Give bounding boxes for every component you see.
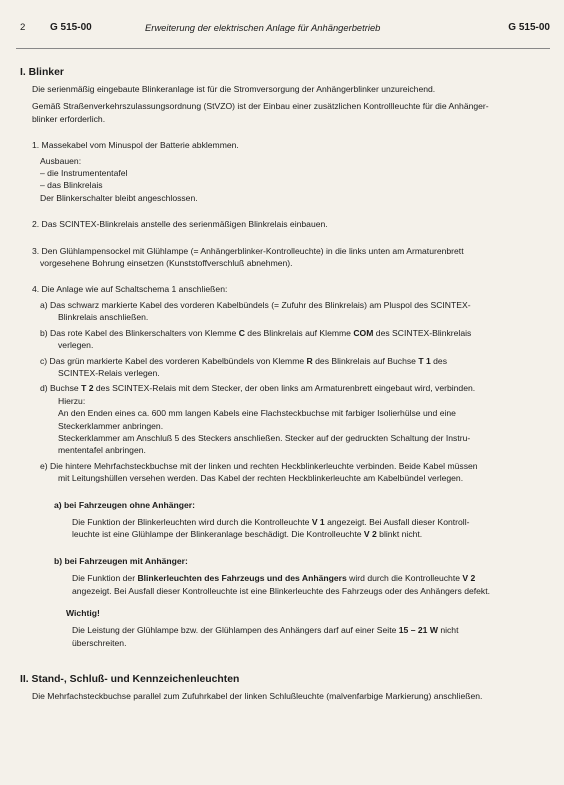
step-1-remove-item-1: – die Instrumententafel: [40, 168, 128, 179]
intro-paragraph-1: Die serienmäßig eingebaute Blinkeranlage ist für die Stromversorgung der Anhängerblinker unzureichend.: [32, 84, 436, 94]
step-1: 1. Massekabel vom Minuspol der Batterie abklemmen.: [32, 140, 239, 151]
step-1-note: Der Blinkerschalter bleibt angeschlossen.: [40, 192, 198, 203]
step-4d-paragraph-2-line-1: Steckerklammer am Anschluß 5 des Steckers anschließen. Stecker auf der gedruckten Schaltung der Instru-: [58, 432, 471, 443]
step-4a-line-2: Blinkrelais anschließen.: [58, 312, 149, 323]
page-number: 2: [20, 22, 26, 33]
step-4b-line-2: verlegen.: [58, 340, 94, 351]
step-4d-paragraph-1-line-2: Steckerklammer anbringen.: [58, 420, 164, 431]
terminal-c: C: [238, 327, 245, 338]
section-heading-lights: II. Stand-, Schluß- und Kennzeichenleuchten: [20, 674, 240, 686]
document-title: Erweiterung der elektrischen Anlage für Anhängerbetrieb: [145, 22, 381, 33]
step-4b-line-1: b) Das rote Kabel des Blinkerschalters von Klemme C des Blinkrelais auf Klemme COM des SCINTEX-Blinkrelais: [40, 327, 472, 338]
case-b-heading: b) bei Fahrzeugen mit Anhänger:: [54, 555, 188, 566]
lamp-v2: V 2: [363, 529, 377, 540]
section-2-text: Die Mehrfachsteckbuchse parallel zum Zufuhrkabel der linken Schlußleuchte (malvenfarbige Markierung) anschließen.: [32, 691, 483, 702]
step-4d-paragraph-2-line-2: mententafel anbringen.: [58, 445, 146, 456]
warning-heading: Wichtig!: [66, 608, 100, 618]
wattage-range: 15 – 21 W: [398, 625, 438, 636]
document-code-right: G 515-00: [508, 22, 550, 33]
case-b-line-1: Die Funktion der Blinkerleuchten des Fahrzeugs und des Anhängers wird durch die Kontrolleuchte V 2: [72, 573, 476, 584]
step-4c-line-2: SCINTEX-Relais verlegen.: [58, 367, 160, 378]
case-b-line-2: angezeigt. Bei Ausfall dieser Kontrolleuchte ist eine Blinkerleuchte des Fahrzeugs oder des Anhängers defekt.: [72, 585, 491, 596]
document-code-left: G 515-00: [50, 22, 92, 33]
socket-t1: T 1: [418, 355, 431, 366]
warning-line-1: Die Leistung der Glühlampe bzw. der Glühlampen des Anhängers darf auf einer Seite 15 – 21 W nicht: [72, 625, 459, 636]
step-2: 2. Das SCINTEX-Blinkrelais anstelle des serienmäßigen Blinkrelais einbauen.: [32, 219, 328, 230]
step-3-line-1: 3. Den Glühlampensockel mit Glühlampe (= Anhängerblinker-Kontrolleuchte) in die links unten am Armaturenbrett: [32, 245, 464, 256]
intro-paragraph-2-line-1: Gemäß Straßenverkehrszulassungsordnung (StVZO) ist der Einbau einer zusätzlichen Kontrollleuchte für die Anhänger-: [32, 101, 489, 112]
case-a-line-2: leuchte ist eine Glühlampe der Blinkeranlage beschädigt. Die Kontrolleuchte V 2 blinkt nicht.: [72, 529, 423, 540]
page-content: [20, 66, 544, 703]
header-rule: [16, 48, 550, 49]
intro-paragraph-2-line-2: blinker erforderlich.: [32, 113, 106, 124]
step-4a-line-1: a) Das schwarz markierte Kabel des vorderen Kabelbündels (= Zufuhr des Blinkrelais) am Pluspol des SCINTEX-: [40, 299, 471, 310]
step-4d-hint: Hierzu:: [58, 395, 86, 406]
section-heading-blinker: I. Blinker: [20, 67, 64, 78]
terminal-r: R: [306, 355, 313, 366]
case-a-heading: a) bei Fahrzeugen ohne Anhänger:: [54, 499, 196, 510]
lamp-v1: V 1: [311, 516, 325, 527]
step-4: 4. Die Anlage wie auf Schaltschema 1 anschließen:: [32, 284, 228, 295]
step-4e-line-1: e) Die hintere Mehrfachsteckbuchse mit der linken und rechten Heckblinkerleuchte verbinden. Beide Kabel müssen: [40, 460, 478, 471]
page-header: [20, 22, 550, 36]
case-b-emphasis: Blinkerleuchten des Fahrzeugs und des Anhängers: [137, 573, 347, 584]
step-4c-line-1: c) Das grün markierte Kabel des vorderen Kabelbündels von Klemme R des Blinkrelais auf Buchse T 1 des: [40, 355, 448, 366]
case-a-line-1: Die Funktion der Blinkerleuchten wird durch die Kontrolleuchte V 1 angezeigt. Bei Ausfall dieser Kontroll-: [72, 516, 470, 527]
step-3-line-2: vorgesehene Bohrung einsetzen (Kunststoffverschluß abnehmen).: [40, 258, 293, 269]
step-4e-line-2: mit Leitungshüllen versehen werden. Das Kabel der rechten Heckblinkerleuchte am Kabelbündel verlegen.: [58, 473, 464, 484]
step-4d-line-1: d) Buchse T 2 des SCINTEX-Relais mit dem Stecker, der oben links am Armaturenbrett eingebaut wird, verbinden.: [40, 383, 476, 394]
step-1-remove-label: Ausbauen:: [40, 155, 82, 166]
warning-line-2: überschreiten.: [72, 637, 127, 648]
step-4d-paragraph-1-line-1: An den Enden eines ca. 600 mm langen Kabels eine Flachsteckbuchse mit farbiger Isolierhülse und eine: [58, 408, 456, 419]
step-1-remove-item-2: – das Blinkrelais: [40, 180, 103, 191]
socket-t2: T 2: [81, 383, 94, 394]
terminal-com: COM: [353, 327, 374, 338]
lamp-v2-b: V 2: [462, 573, 476, 584]
